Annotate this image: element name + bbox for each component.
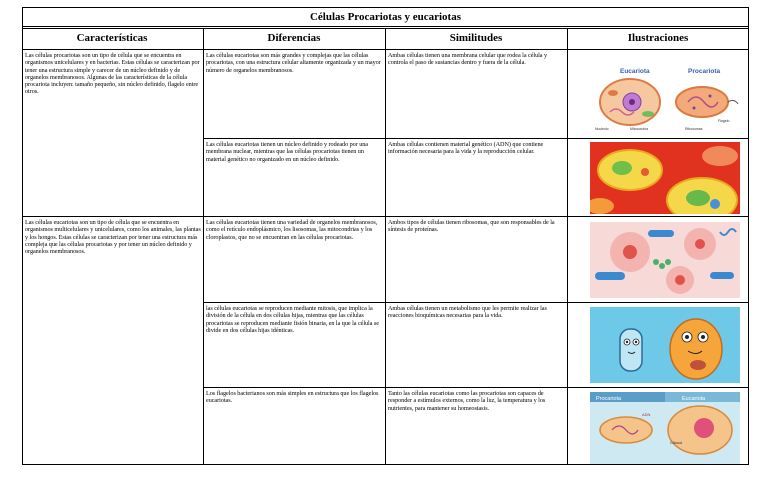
similitud-2: Ambas células contienen material genético (ADN) que contiene información necesaria para la vida y la reproducción celular. xyxy=(388,141,544,156)
row-divider xyxy=(204,387,748,388)
col-divider xyxy=(385,28,386,464)
header-caracteristicas: Características xyxy=(76,32,148,44)
diferencia-1: Las células eucariotas son más grandes y complejas que las células procariotas, con una estructura celular altamente organizada y un mayor número de organelos membranosos. xyxy=(206,52,381,74)
label-flagelo: Flagelo xyxy=(718,119,730,123)
eucariota-label: Eucariota xyxy=(682,396,706,402)
label-mitocondria: Mitocondria xyxy=(630,127,649,131)
col-divider xyxy=(203,28,204,464)
illustration-procariota-eucariota xyxy=(590,392,740,464)
illustration-bacteria xyxy=(590,222,740,298)
header-similitudes: Similitudes xyxy=(449,32,503,44)
illustration-cartoon-cells xyxy=(590,307,740,383)
label-nucleolo: Nucléolo xyxy=(595,127,609,131)
similitud-1: Ambas células tienen una membrana celular que rodea la célula y controla el paso de sustancias dentro y fuera de la célula. xyxy=(388,52,548,67)
citosol-label: Citosol xyxy=(670,440,683,445)
header-ilustraciones: Ilustraciones xyxy=(627,32,689,44)
row-divider xyxy=(204,138,748,139)
adn-label: ADN xyxy=(642,412,651,417)
illustration-cell-comparison xyxy=(590,60,740,132)
diferencia-2: Las células eucariotas tienen un núcleo definido y rodeado por una membrana nuclear, mientras que las células procariotas tienen un material genético no organizado en un núcleo definido. xyxy=(206,141,368,163)
document-table xyxy=(22,7,749,465)
diferencia-4: las células eucariotas se reproducen mediante mitosis, que implica la división de la célula en dos células hijas, mientras que las células procariotas se reproducen mediante fisión binaria, en la que la célula se divide en dos células hijas idénticas. xyxy=(206,305,379,334)
table-title: Células Procariotas y eucariotas xyxy=(23,8,748,27)
diferencia-3: Las células eucariotas tienen una variedad de organelos membranosos, como el retículo endoplásmico, los lisosomas, las mitocondrias y los cloroplastos, que no se encuentran en las células procariotas. xyxy=(206,219,378,241)
caracteristicas-procariotas: Las células procariotas son un tipo de célula que se encuentra en organismos unicelulares y en bacterias. Estas células se caracterizan por tener una estructura simple y carecer de un núcleo definido y de organelos membranosos. Algunas de las características de la célula procariota incluyen: tamaño pequeño, sin núcleo definido, flagelo entre otros. xyxy=(25,52,200,96)
diferencia-5: Los flagelos bacterianos son más simples en estructura que los flagelos eucariotas. xyxy=(206,390,379,405)
caracteristicas-eucariotas: Las células eucariotas son un tipo de célula que se encuentra en organismos multicelulares y unicelulares, como los animales, las plantas y los hongos. Estas células se caracterizan por tener una estructura más compleja que las células procariotas y por tener un núcleo definido y organelos membranosos. xyxy=(25,219,201,256)
similitud-5: Tanto las células eucariotas como las procariotas son capaces de responder a estímulos externos, como la luz, la temperatura y los nutrientes, para mantener su homeostasis. xyxy=(388,390,546,412)
procariota-label: Procariota xyxy=(596,396,622,402)
procariota-label: Procariota xyxy=(688,68,721,75)
eucariota-label: Eucariota xyxy=(620,68,650,75)
row-divider xyxy=(204,302,748,303)
header-diferencias: Diferencias xyxy=(267,32,321,44)
similitud-3: Ambos tipos de células tienen ribosomas, que son responsables de la síntesis de proteínas. xyxy=(388,219,555,234)
illustration-cells-red xyxy=(590,142,740,214)
label-ribosomas: Ribosomas xyxy=(685,127,703,131)
similitud-4: Ambas células tienen un metabolismo que les permite realizar las reacciones bioquímicas necesarias para la vida. xyxy=(388,305,547,320)
col-divider xyxy=(567,28,568,464)
